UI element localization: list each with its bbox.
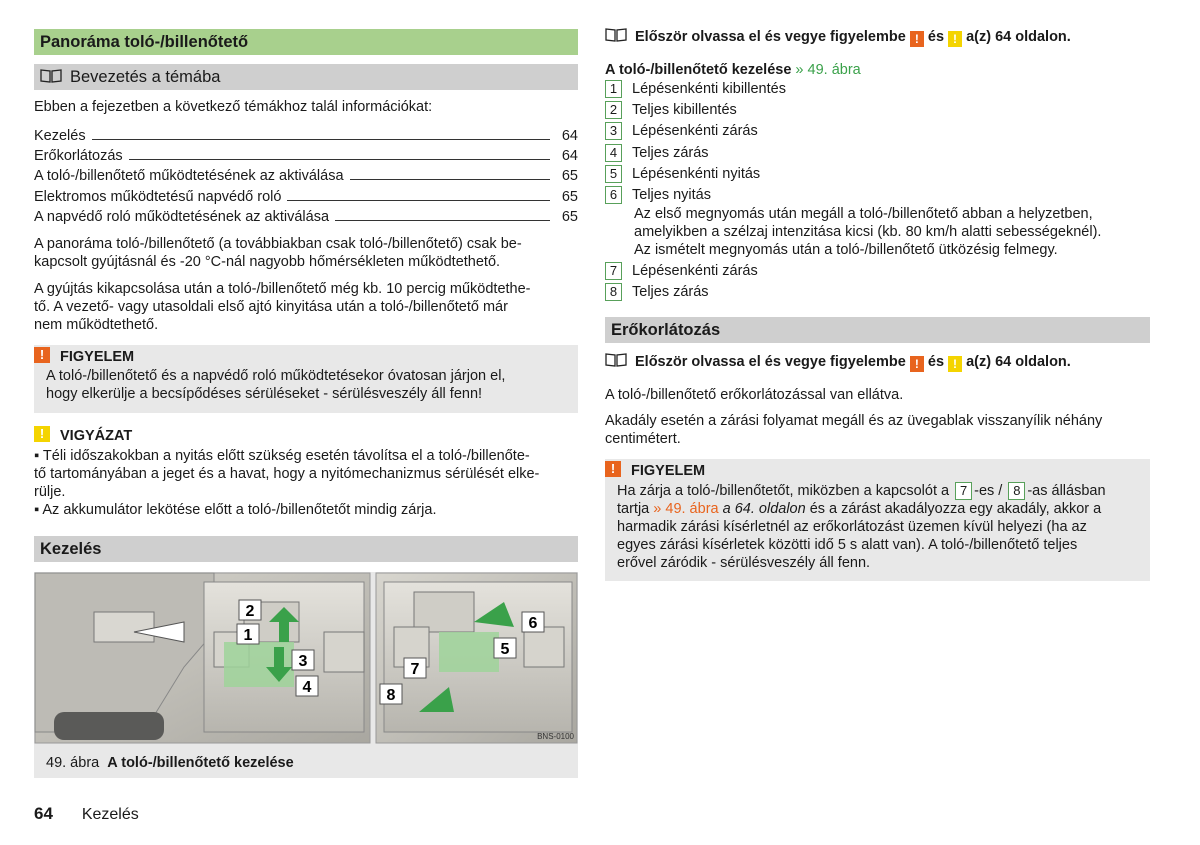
text-part: és a zárást akadályozza egy akadály, akkor a: [809, 501, 1102, 517]
toc-title: Erőkorlátozás: [34, 148, 123, 164]
step-text: Teljes zárás: [632, 145, 709, 161]
warning-icon: !: [910, 31, 924, 47]
step-number: 8: [605, 283, 622, 301]
toc-title: A napvédő roló működtetésének az aktiválása: [34, 209, 330, 225]
toc-item[interactable]: [34, 207, 578, 226]
step-item: [605, 283, 1150, 304]
note-text: Először olvassa el és vegye figyelembe: [635, 29, 906, 45]
caution-box: [34, 424, 578, 519]
kezeles-title: Kezelés: [34, 536, 578, 562]
force-limit-title: Erőkorlátozás: [605, 317, 1150, 343]
figure-box: [34, 572, 578, 778]
step-text: Teljes zárás: [632, 284, 709, 300]
caution-text: [34, 445, 578, 519]
book-icon: [605, 353, 627, 367]
text-part: -as állásban: [1027, 483, 1106, 499]
step-item: [605, 122, 1150, 143]
roof-control-illustration: [34, 572, 578, 744]
section-title: Panoráma toló-/billenőtető: [34, 29, 578, 55]
toc-item[interactable]: [34, 166, 578, 185]
step-text: Lépésenkénti kibillentés: [632, 81, 786, 97]
text-line: ▪ Az akkumulátor lekötése előtt a toló-/billenőtetőt mindig zárja.: [34, 502, 437, 518]
text-line: [617, 500, 1138, 518]
toc-item[interactable]: [34, 146, 578, 165]
figure-marker: 5: [500, 641, 510, 658]
paragraph-2: [34, 280, 578, 334]
toc-page: 65: [561, 189, 578, 205]
figure-marker: 7: [410, 661, 420, 678]
step-number: 7: [605, 262, 622, 280]
read-first-note: [605, 353, 1150, 372]
toc-title: Elektromos működtetésű napvédő roló: [34, 189, 282, 205]
step-number: 1: [605, 80, 622, 98]
figure-marker: 8: [386, 687, 396, 704]
toc-page: 64: [561, 148, 578, 164]
toc-item[interactable]: [34, 187, 578, 206]
note-text: és: [927, 29, 945, 45]
text-line: [617, 482, 1138, 500]
step-item: [605, 144, 1150, 165]
note-text: Először olvassa el és vegye figyelembe: [635, 354, 906, 370]
step-number: 3: [605, 122, 622, 140]
step-text: Lépésenkénti nyitás: [632, 166, 761, 182]
intro-text: Ebben a fejezetben a következő témákhoz talál információkat:: [34, 99, 433, 115]
figure-marker: 3: [298, 653, 308, 670]
step-item: [605, 186, 1150, 207]
warning-text: [34, 366, 578, 403]
intro-title: Bevezetés a témába: [70, 68, 221, 86]
step-number: 2: [605, 101, 622, 119]
operation-title: A toló-/billenőtető kezelése: [605, 62, 792, 78]
step-number: 7: [955, 482, 972, 500]
step6-detail: [634, 205, 1150, 259]
step-number: 8: [1008, 482, 1025, 500]
text-line: erővel záródik - sérülésveszély áll fenn.: [617, 555, 871, 571]
warning-title-row: [34, 345, 578, 366]
text-line: hogy elkerülje a becsípődéses sérüléseket - sérülésveszély áll fenn!: [46, 386, 483, 402]
step-number: 5: [605, 165, 622, 183]
step-text: Lépésenkénti zárás: [632, 263, 758, 279]
warning-box: [34, 345, 578, 413]
warning-box: [605, 459, 1150, 581]
figure-marker: 4: [302, 679, 312, 696]
page-footer: [34, 805, 139, 824]
text-line: rülje.: [34, 484, 66, 500]
figure-marker: 1: [243, 627, 253, 644]
text-line: centimétert.: [605, 431, 681, 447]
text-line: nem működtethető.: [34, 317, 159, 333]
text-line: tő tartományában a jeget és a havat, hogy a nyitómechanizmus sérülését elke-: [34, 466, 540, 482]
text-line: Akadály esetén a zárási folyamat megáll és az üvegablak visszanyílik néhány: [605, 413, 1103, 429]
force-paragraph-2: [605, 412, 1150, 448]
toc-page: 64: [561, 128, 578, 144]
operation-heading: [605, 61, 1150, 79]
text-line: A toló-/billenőtető és a napvédő roló működtetésekor óvatosan járjon el,: [46, 368, 506, 384]
note-text: a(z) 64 oldalon.: [966, 29, 1071, 45]
toc-page: 65: [561, 168, 578, 184]
book-icon: [40, 69, 62, 83]
text-line: A panoráma toló-/billenőtető (a továbbiakban csak toló-/billenőtető) csak be-: [34, 236, 522, 252]
caution-icon: !: [948, 356, 962, 372]
figure-link[interactable]: » 49. ábra: [653, 501, 719, 517]
toc-page: 65: [561, 209, 578, 225]
caption-number: 49. ábra: [46, 755, 100, 771]
text-part: Ha zárja a toló-/billenőtetőt, miközben a kapcsolót a: [617, 483, 950, 499]
caution-title: VIGYÁZAT: [60, 428, 133, 444]
figure-marker: 6: [528, 615, 538, 632]
intro-header: [34, 64, 578, 90]
read-first-note: [605, 28, 1150, 47]
text-line: amelyikben a szélzaj intenzitása kicsi (kb. 80 km/h alatti sebességeknél).: [634, 224, 1102, 240]
footer-section: Kezelés: [81, 806, 139, 823]
note-text: és: [927, 354, 945, 370]
step-text: Teljes nyitás: [632, 187, 711, 203]
text-line: tő. A vezető- vagy utasoldali első ajtó kinyitása után a toló-/billenőtető már: [34, 299, 508, 315]
step-item: [605, 80, 1150, 101]
warning-icon: !: [605, 461, 621, 477]
step-item: [605, 101, 1150, 122]
figure-caption: [46, 754, 294, 772]
step-number: 6: [605, 186, 622, 204]
text-line: A gyújtás kikapcsolása után a toló-/billenőtető még kb. 10 percig működtethe-: [34, 281, 531, 297]
warning-text: [605, 480, 1150, 572]
warning-icon: !: [34, 347, 50, 363]
text-part: -es /: [974, 483, 1003, 499]
force-paragraph-1: A toló-/billenőtető erőkorlátozással van ellátva.: [605, 387, 904, 403]
text-line: harmadik zárási kísérletnél az erőkorlátozást üzemen kívül helyezi (ha az: [617, 519, 1087, 535]
warning-title-row: [605, 459, 1150, 480]
caution-icon: !: [948, 31, 962, 47]
figure-marker: 2: [245, 603, 255, 620]
warning-title: FIGYELEM: [631, 463, 706, 479]
step-text: Teljes kibillentés: [632, 102, 737, 118]
book-icon: [605, 28, 627, 42]
note-text: a(z) 64 oldalon.: [966, 354, 1071, 370]
step-item: [605, 262, 1150, 283]
text-line: Az első megnyomás után megáll a toló-/billenőtető abban a helyzetben,: [634, 206, 1093, 222]
toc-item[interactable]: [34, 126, 578, 145]
figure-link[interactable]: » 49. ábra: [795, 62, 861, 78]
caution-icon: !: [34, 426, 50, 442]
warning-icon: !: [910, 356, 924, 372]
toc-title: A toló-/billenőtető működtetésének az aktiválása: [34, 168, 344, 184]
step-item: [605, 165, 1150, 186]
warning-title: FIGYELEM: [60, 349, 135, 365]
step-number: 4: [605, 144, 622, 162]
figure-code: BNS-0100: [537, 732, 574, 741]
page-ref: a 64. oldalon: [722, 501, 806, 517]
page-number: 64: [34, 804, 53, 823]
text-line: egyes zárási kísérletek közötti idő 5 s alatt van). A toló-/billenőtető teljes: [617, 537, 1078, 553]
text-part: tartja: [617, 501, 650, 517]
paragraph-1: [34, 235, 578, 271]
step-text: Lépésenkénti zárás: [632, 123, 758, 139]
text-line: kapcsolt gyújtásnál és -20 °C-nál nagyobb hőmérsékleten működtethető.: [34, 254, 501, 270]
caption-title: A toló-/billenőtető kezelése: [107, 755, 294, 771]
toc-title: Kezelés: [34, 128, 86, 144]
caution-title-row: [34, 424, 578, 445]
text-line: ▪ Téli időszakokban a nyitás előtt szükség esetén távolítsa el a toló-/billenőte-: [34, 448, 530, 464]
text-line: Az ismételt megnyomás után a toló-/billenőtető ütközésig felmegy.: [634, 242, 1058, 258]
